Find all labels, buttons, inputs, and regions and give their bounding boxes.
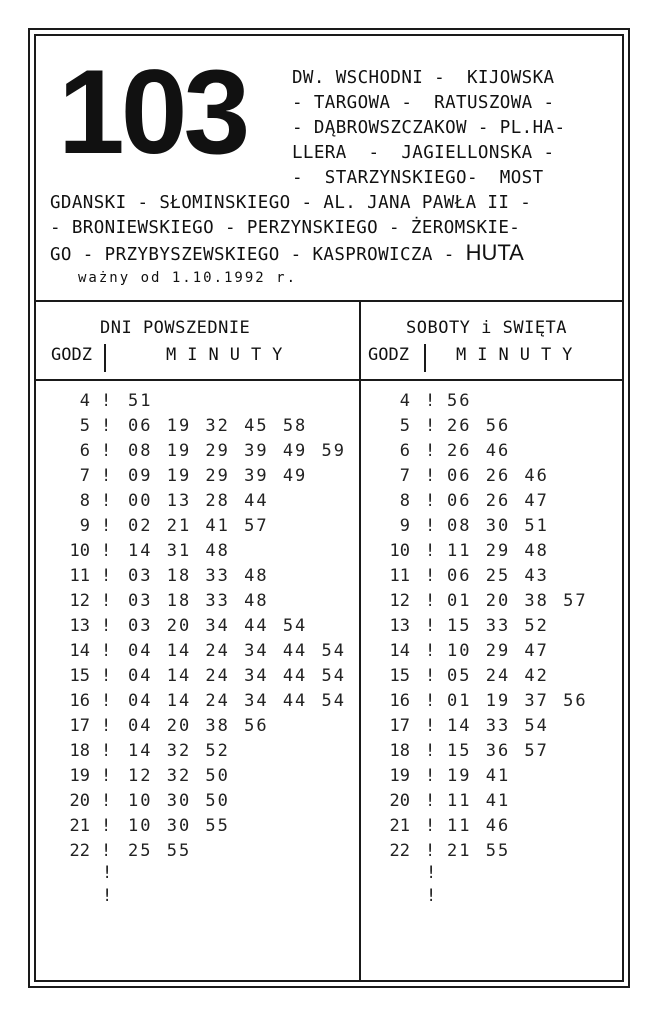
hour-cell: 21 — [69, 816, 90, 836]
separator-mark: ! — [425, 441, 436, 461]
weekend-head-bar — [424, 344, 426, 372]
table-head-divider — [34, 379, 624, 381]
separator-mark: ! — [425, 416, 436, 436]
hour-cell: 21 — [389, 816, 410, 836]
hour-cell: 5 — [79, 416, 90, 436]
separator-mark: ! — [101, 566, 112, 586]
separator-mark: ! — [425, 741, 436, 761]
minutes-cell: 14 32 52 — [128, 741, 230, 761]
minutes-cell: 08 19 29 39 49 59 — [128, 441, 346, 461]
separator-mark: ! — [101, 641, 112, 661]
route-line-8 — [50, 241, 524, 267]
minutes-cell: 11 29 48 — [447, 541, 549, 561]
minutes-cell: 19 41 — [447, 766, 511, 786]
route-line-8-text: GO - PRZYBYSZEWSKIEGO - KASPROWICZA - — [50, 245, 455, 265]
minutes-cell: 00 13 28 44 — [128, 491, 269, 511]
separator-mark: ! — [425, 616, 436, 636]
hour-cell: 22 — [389, 841, 410, 861]
hour-cell: 10 — [389, 541, 410, 561]
hour-cell: 8 — [399, 491, 410, 511]
minutes-cell: 03 18 33 48 — [128, 566, 269, 586]
hour-cell: 4 — [399, 391, 410, 411]
minutes-cell: 11 41 — [447, 791, 511, 811]
separator-mark: ! — [101, 616, 112, 636]
hour-cell: 9 — [399, 516, 410, 536]
hour-cell: 15 — [69, 666, 90, 686]
separator-mark: ! — [101, 491, 112, 511]
hour-cell: 12 — [389, 591, 410, 611]
minutes-cell: 08 30 51 — [447, 516, 549, 536]
weekday-trailing-tick: ! — [102, 863, 113, 883]
separator-mark: ! — [425, 641, 436, 661]
separator-mark: ! — [101, 416, 112, 436]
separator-mark: ! — [425, 691, 436, 711]
separator-mark: ! — [425, 666, 436, 686]
minutes-cell: 15 33 52 — [447, 616, 549, 636]
hour-cell: 4 — [79, 391, 90, 411]
hour-cell: 13 — [69, 616, 90, 636]
minutes-cell: 03 18 33 48 — [128, 591, 269, 611]
separator-mark: ! — [425, 541, 436, 561]
minutes-cell: 26 56 — [447, 416, 511, 436]
weekday-minutes-label: MINUTY — [166, 345, 294, 365]
hour-cell: 15 — [389, 666, 410, 686]
separator-mark: ! — [101, 666, 112, 686]
minutes-cell: 10 30 55 — [128, 816, 230, 836]
hour-cell: 11 — [389, 566, 410, 586]
weekday-trailing-tick: ! — [102, 886, 113, 906]
minutes-cell: 01 19 37 56 — [447, 691, 588, 711]
minutes-cell: 56 — [447, 391, 472, 411]
route-line-6: GDANSKI - SŁOMINSKIEGO - AL. JANA PAWŁA II - — [50, 193, 532, 213]
hour-cell: 16 — [389, 691, 410, 711]
route-line-2: - TARGOWA - RATUSZOWA - — [292, 93, 555, 113]
valid-from: ważny od 1.10.1992 r. — [78, 270, 298, 286]
hour-cell: 22 — [69, 841, 90, 861]
separator-mark: ! — [101, 541, 112, 561]
column-divider — [359, 300, 361, 982]
route-end: HUTA — [465, 240, 524, 265]
hour-cell: 20 — [69, 791, 90, 811]
hour-cell: 11 — [69, 566, 90, 586]
minutes-cell: 10 29 47 — [447, 641, 549, 661]
hour-cell: 6 — [399, 441, 410, 461]
hour-cell: 16 — [69, 691, 90, 711]
hour-cell: 10 — [69, 541, 90, 561]
separator-mark: ! — [101, 716, 112, 736]
separator-mark: ! — [101, 441, 112, 461]
minutes-cell: 06 26 47 — [447, 491, 549, 511]
minutes-cell: 06 19 32 45 58 — [128, 416, 308, 436]
separator-mark: ! — [101, 516, 112, 536]
hour-cell: 12 — [69, 591, 90, 611]
hour-cell: 8 — [79, 491, 90, 511]
hour-cell: 19 — [389, 766, 410, 786]
separator-mark: ! — [101, 741, 112, 761]
hour-cell: 14 — [69, 641, 90, 661]
minutes-cell: 06 25 43 — [447, 566, 549, 586]
separator-mark: ! — [425, 591, 436, 611]
separator-mark: ! — [101, 691, 112, 711]
minutes-cell: 25 55 — [128, 841, 192, 861]
separator-mark: ! — [425, 841, 436, 861]
minutes-cell: 04 20 38 56 — [128, 716, 269, 736]
separator-mark: ! — [425, 766, 436, 786]
minutes-cell: 04 14 24 34 44 54 — [128, 691, 346, 711]
minutes-cell: 15 36 57 — [447, 741, 549, 761]
hour-cell: 9 — [79, 516, 90, 536]
hour-cell: 17 — [69, 716, 90, 736]
separator-mark: ! — [425, 391, 436, 411]
weekday-title: DNI POWSZEDNIE — [100, 318, 251, 338]
minutes-cell: 06 26 46 — [447, 466, 549, 486]
minutes-cell: 05 24 42 — [447, 666, 549, 686]
minutes-cell: 04 14 24 34 44 54 — [128, 641, 346, 661]
hour-cell: 18 — [69, 741, 90, 761]
weekend-trailing-tick: ! — [426, 863, 437, 883]
minutes-cell: 21 55 — [447, 841, 511, 861]
minutes-cell: 12 32 50 — [128, 766, 230, 786]
hour-cell: 18 — [389, 741, 410, 761]
separator-mark: ! — [425, 716, 436, 736]
hour-cell: 5 — [399, 416, 410, 436]
minutes-cell: 09 19 29 39 49 — [128, 466, 308, 486]
route-line-4: LLERA - JAGIELLONSKA - — [292, 143, 555, 163]
hour-cell: 20 — [389, 791, 410, 811]
minutes-cell: 01 20 38 57 — [447, 591, 588, 611]
minutes-cell: 02 21 41 57 — [128, 516, 269, 536]
separator-mark: ! — [425, 816, 436, 836]
minutes-cell: 51 — [128, 391, 153, 411]
header-divider — [34, 300, 624, 302]
route-line-1: DW. WSCHODNI - KIJOWSKA — [292, 68, 555, 88]
weekday-hour-label: GODZ — [51, 345, 92, 365]
hour-cell: 6 — [79, 441, 90, 461]
separator-mark: ! — [425, 791, 436, 811]
separator-mark: ! — [101, 391, 112, 411]
separator-mark: ! — [101, 766, 112, 786]
hour-cell: 7 — [399, 466, 410, 486]
hour-cell: 19 — [69, 766, 90, 786]
separator-mark: ! — [425, 491, 436, 511]
route-line-5: - STARZYNSKIEGO- MOST — [292, 168, 544, 188]
hour-cell: 14 — [389, 641, 410, 661]
line-number: 103 — [58, 45, 247, 179]
minutes-cell: 14 33 54 — [447, 716, 549, 736]
separator-mark: ! — [425, 516, 436, 536]
minutes-cell: 26 46 — [447, 441, 511, 461]
weekend-hour-label: GODZ — [368, 345, 409, 365]
weekend-minutes-label: MINUTY — [456, 345, 584, 365]
separator-mark: ! — [425, 566, 436, 586]
weekday-head-bar — [104, 344, 106, 372]
minutes-cell: 14 31 48 — [128, 541, 230, 561]
weekend-trailing-tick: ! — [426, 886, 437, 906]
hour-cell: 7 — [79, 466, 90, 486]
minutes-cell: 11 46 — [447, 816, 511, 836]
hour-cell: 13 — [389, 616, 410, 636]
separator-mark: ! — [101, 591, 112, 611]
minutes-cell: 10 30 50 — [128, 791, 230, 811]
route-line-7: - BRONIEWSKIEGO - PERZYNSKIEGO - ŻEROMSKIE- — [50, 218, 521, 238]
separator-mark: ! — [101, 841, 112, 861]
route-line-3: - DĄBROWSZCZAKOW - PL.HA- — [292, 118, 566, 138]
minutes-cell: 04 14 24 34 44 54 — [128, 666, 346, 686]
separator-mark: ! — [101, 791, 112, 811]
separator-mark: ! — [101, 816, 112, 836]
weekend-title: SOBOTY i SWIĘTA — [406, 318, 568, 338]
separator-mark: ! — [425, 466, 436, 486]
minutes-cell: 03 20 34 44 54 — [128, 616, 308, 636]
hour-cell: 17 — [389, 716, 410, 736]
separator-mark: ! — [101, 466, 112, 486]
